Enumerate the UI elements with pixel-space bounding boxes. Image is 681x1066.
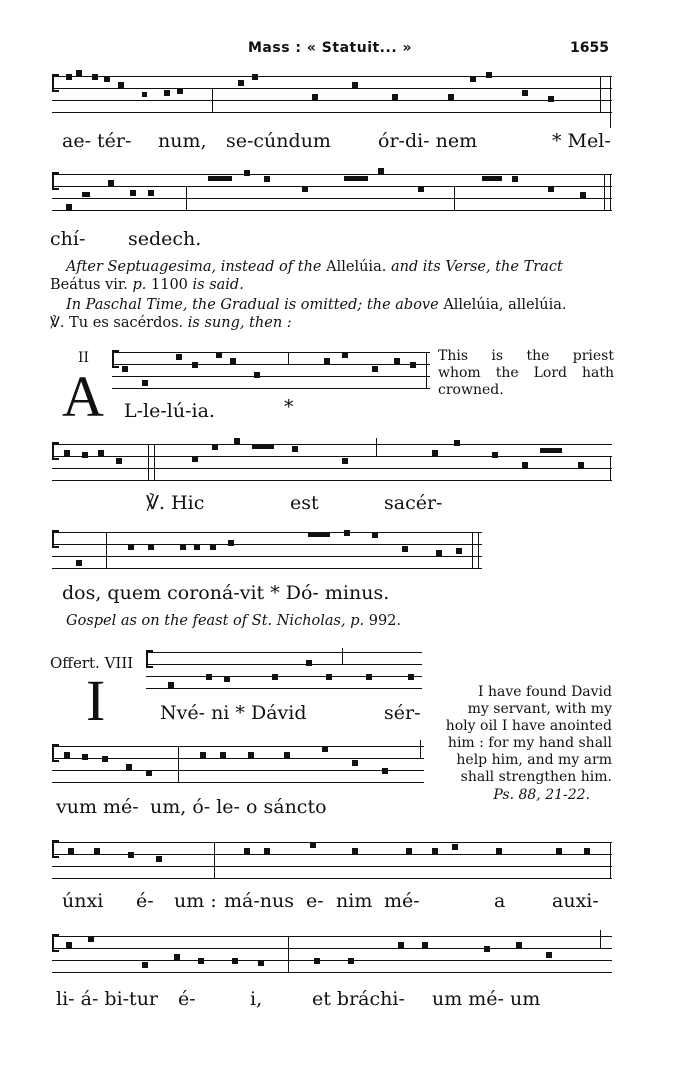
lyric-syllable: um, ó- le- o sáncto [150, 796, 327, 818]
rubric-italic-text: After Septuagesima, instead of the [66, 259, 322, 275]
lyric-syllable: auxi- [552, 890, 599, 912]
running-header-title: Mass : « Statuit... » [248, 40, 413, 56]
music-staff [52, 524, 482, 576]
verse-incipit: ℣. Tu es sacérdos. [50, 315, 184, 331]
rubric-italic-text: is said. [192, 277, 244, 293]
lyric-syllable: dos, quem coroná-vit * Dó- minus. [62, 582, 390, 604]
mode-number: Offert. VIII [50, 654, 134, 672]
music-staff [52, 834, 612, 884]
psalm-reference: Ps. 88, 21-22. [493, 787, 590, 803]
initial-letter: A [62, 364, 104, 429]
lyric-syllable: ℣. Hic [146, 492, 205, 514]
page-ref-label: p. [132, 277, 147, 293]
lyric-syllable: i, [250, 988, 263, 1010]
translation-line: my servant, with my [467, 701, 612, 717]
lyric-syllable: e- [306, 890, 324, 912]
chant-title: Allelúia. [326, 259, 387, 275]
lyric-syllable: é- [136, 890, 154, 912]
translation-text [434, 684, 612, 804]
translation-line: help him, and my arm [456, 752, 612, 768]
lyric-syllable: et bráchi- [312, 988, 405, 1010]
translation-line: crowned. [438, 382, 504, 398]
page-ref-label: p. [350, 613, 365, 629]
lyric-syllable: um mé- um [432, 988, 541, 1010]
lyric-syllable: est [290, 492, 319, 514]
translation-line: whom the Lord hath [438, 365, 614, 381]
rubric-italic-text: is sung, then : [187, 315, 292, 331]
lyric-syllable: é- [178, 988, 196, 1010]
rubric-italic-text: and its Verse, the Tract [390, 259, 563, 275]
lyric-syllable: nim [336, 890, 373, 912]
lyric-syllable: * Mel- [552, 130, 611, 152]
page-number: 1655 [570, 40, 609, 56]
music-staff [146, 644, 422, 696]
translation-line: I have found David [478, 684, 612, 700]
lyric-asterisk: * [284, 396, 294, 418]
lyric-syllable: ór-di- nem [378, 130, 478, 152]
chant-title: Allelúia, allelúia. [443, 297, 567, 313]
lyric-syllable: se-cúndum [226, 130, 331, 152]
translation-line: shall strengthen him. [460, 769, 612, 785]
lyric-syllable: únxi [62, 890, 104, 912]
chant-title: Beátus vir. [50, 277, 128, 293]
translation-text [438, 348, 614, 399]
lyric-syllable: Nvé- ni * Dávid [160, 702, 307, 724]
lyric-syllable: a [494, 890, 506, 912]
translation-line: holy oil I have anointed [445, 718, 612, 734]
initial-letter: I [86, 668, 106, 733]
music-staff [52, 436, 612, 488]
rubric-italic-text: Gospel as on the feast of St. Nicholas, [66, 613, 346, 629]
lyric-syllable: um : [174, 890, 217, 912]
rubric-italic-text: In Paschal Time, the Gradual is omitted; the above [66, 297, 439, 313]
lyric-syllable: li- á- bi-tur [56, 988, 159, 1010]
lyric-syllable: ae- tér- [62, 130, 132, 152]
lyric-syllable: sedech. [128, 228, 202, 250]
music-staff [52, 166, 612, 220]
lyric-syllable: má-nus [224, 890, 294, 912]
mode-number: II [78, 350, 90, 366]
page-ref-number: 992. [368, 613, 402, 629]
translation-line: him : for my hand shall [447, 735, 612, 751]
lyric-syllable: sacér- [384, 492, 443, 514]
music-staff [112, 344, 430, 394]
translation-line: This is the priest [438, 348, 614, 364]
lyric-syllable: chí- [50, 228, 86, 250]
lyric-syllable: sér- [384, 702, 421, 724]
lyric-syllable: vum mé- [56, 796, 139, 818]
gospel-rubric [66, 612, 401, 630]
music-staff [52, 738, 424, 788]
rubric-paragraph [50, 296, 615, 332]
rubric-paragraph [50, 258, 615, 294]
page-ref-number: 1100 [151, 277, 188, 293]
lyric-syllable: mé- [384, 890, 420, 912]
lyric-syllable: num, [158, 130, 207, 152]
music-staff [52, 928, 612, 982]
music-staff [52, 68, 612, 128]
lyric-syllable: L-le-lú-ia. [124, 400, 215, 422]
